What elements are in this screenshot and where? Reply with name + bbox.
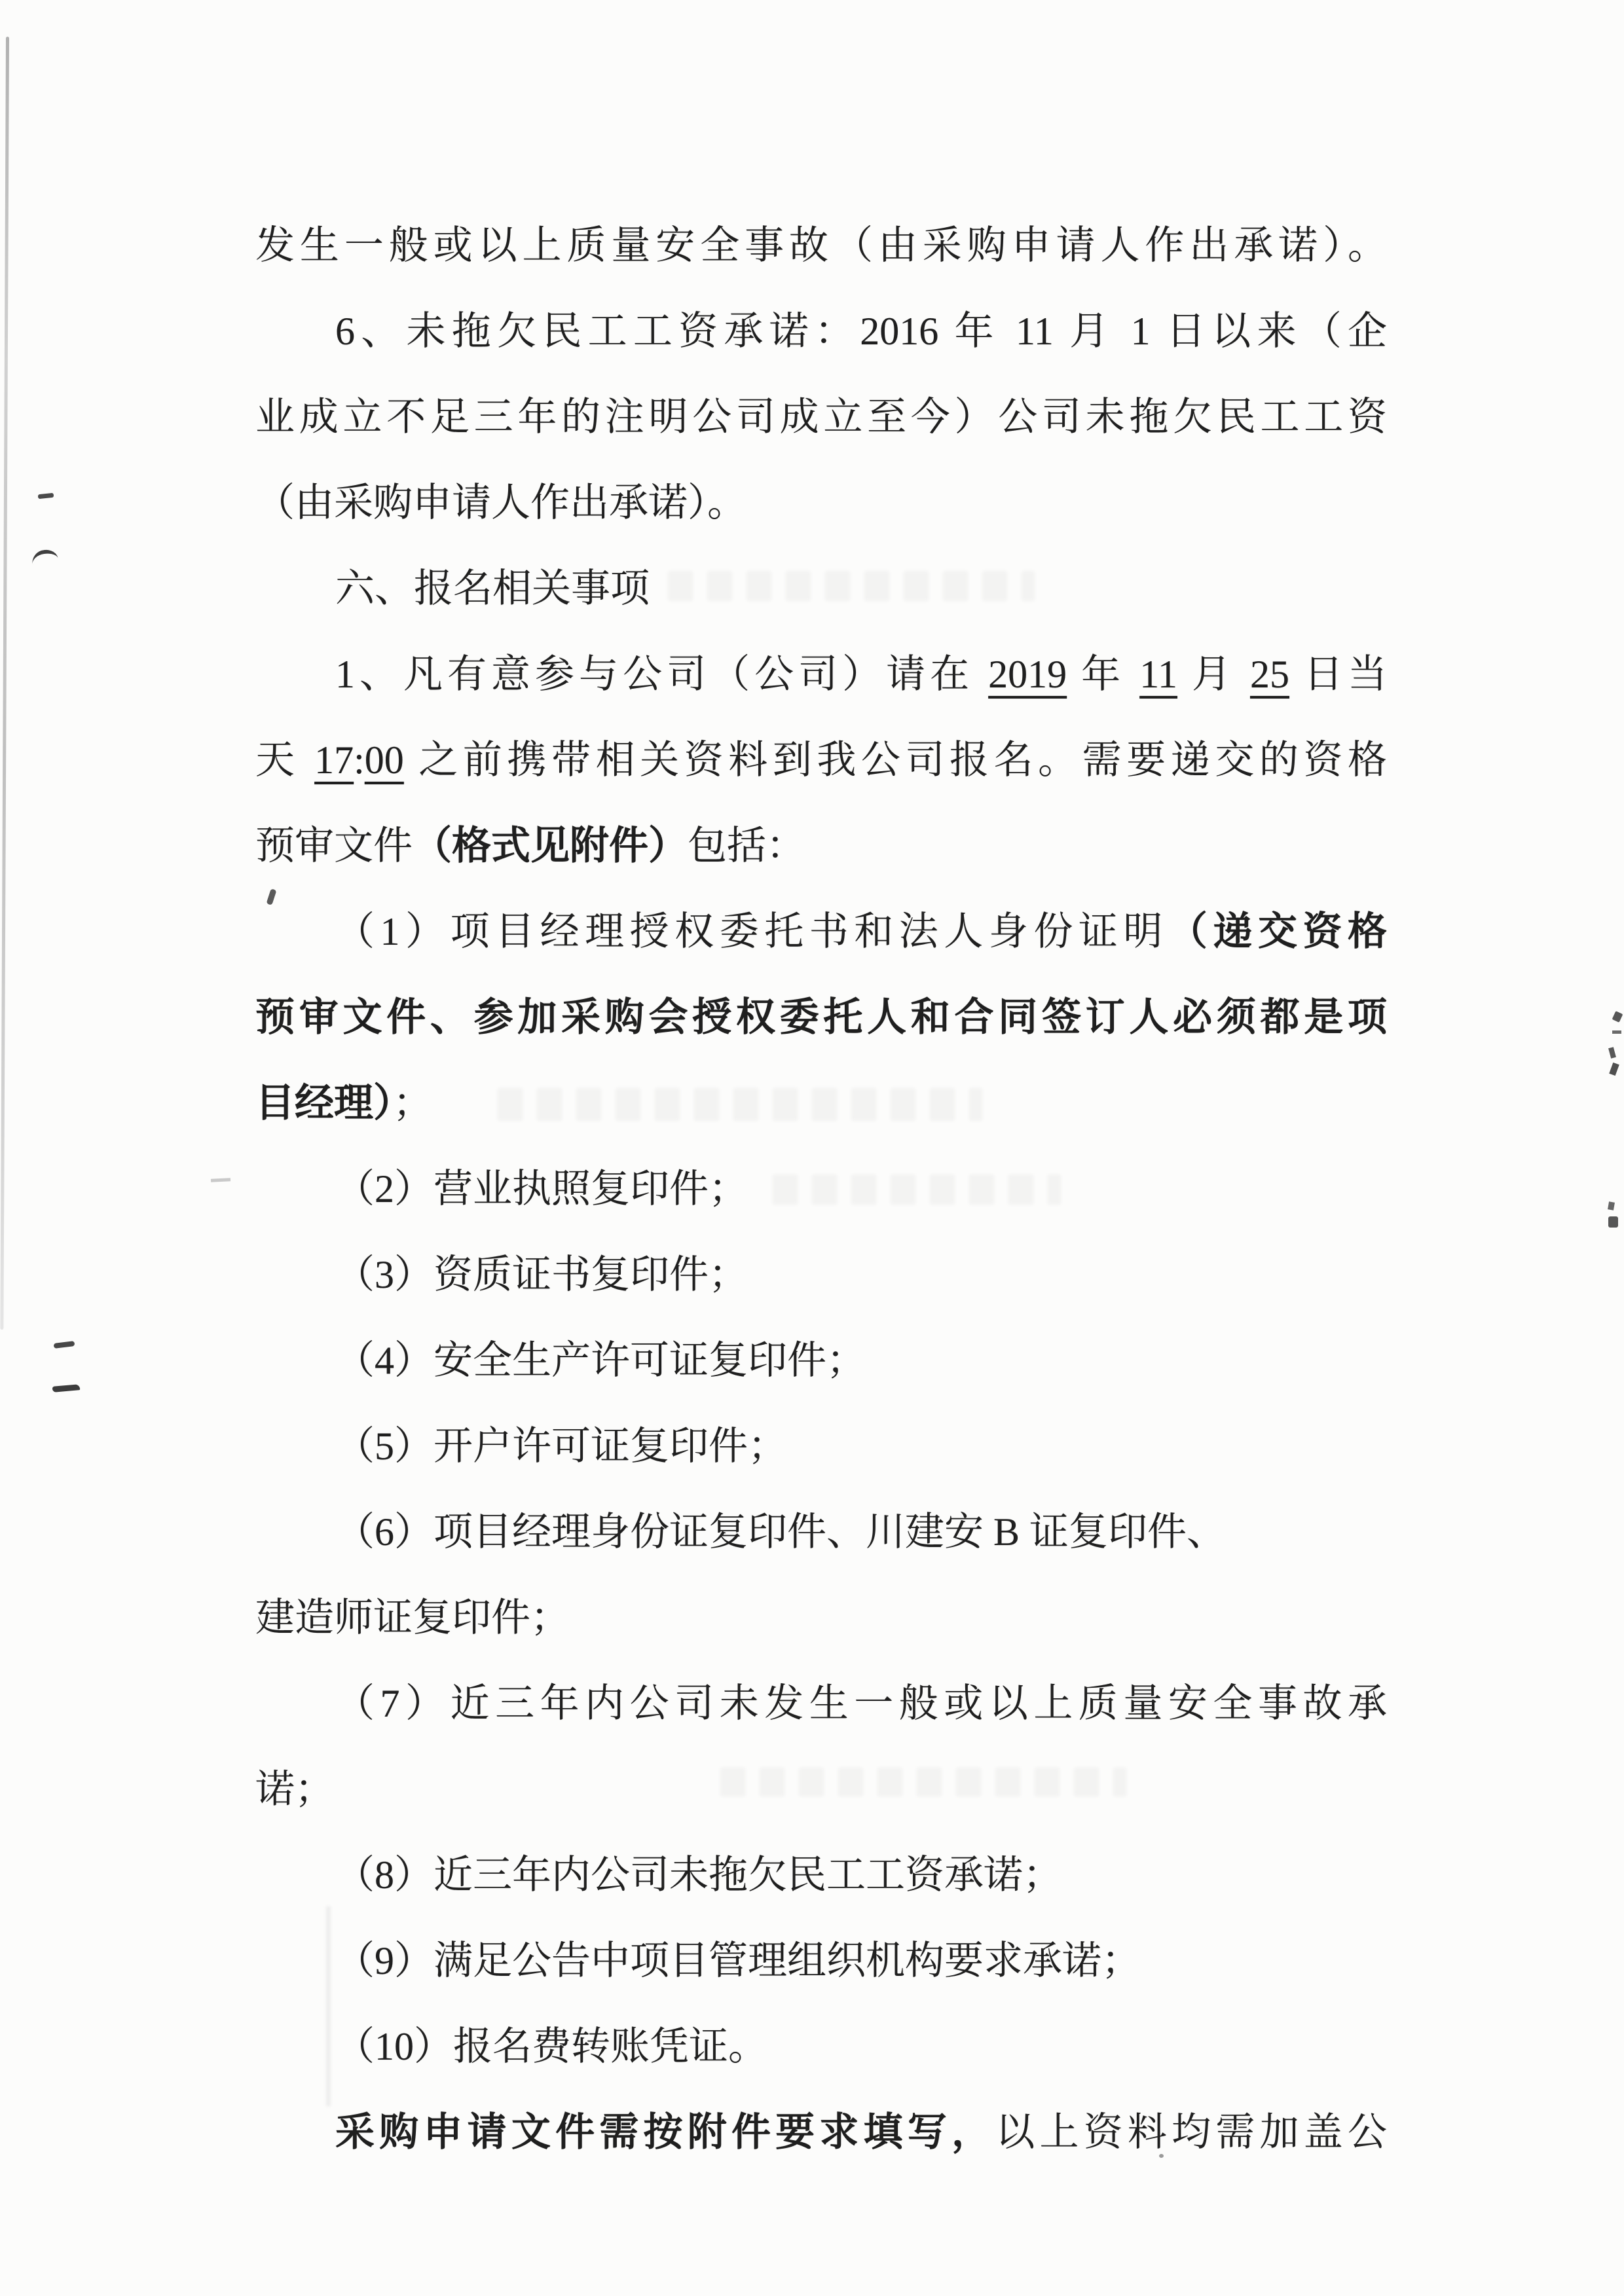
text-line-2 — [255, 289, 1387, 374]
text-segment: （9）满足公告中项目管理组织机构要求承诺； — [335, 1939, 1141, 1982]
text-line-17 — [255, 1575, 1387, 1661]
text-line-9 — [255, 889, 1387, 975]
scan-artifact-edge-fragment — [1608, 1047, 1616, 1059]
text-line-1 — [255, 203, 1387, 289]
text-line-21 — [255, 1918, 1387, 2004]
scan-artifact-mark — [211, 1178, 231, 1182]
text-segment: 预审文件 — [255, 824, 413, 867]
text-segment: 年 — [1067, 653, 1140, 696]
text-segment: 发生一般或以上质量安全事故（由采购申请人作出承诺）。 — [255, 224, 1387, 267]
text-segment: （10）报名费转账凭证。 — [335, 2025, 767, 2068]
underlined-value: 00 — [364, 738, 404, 782]
text-segment: （格式见附件） — [413, 824, 688, 867]
text-line-20 — [255, 1832, 1387, 1918]
text-segment: （6）项目经理身份证复印件、川建安 B 证复印件、 — [335, 1510, 1227, 1554]
underlined-value: 25 — [1250, 653, 1289, 696]
text-line-19 — [255, 1747, 1387, 1832]
text-line-10 — [255, 975, 1387, 1061]
text-segment: （8）近三年内公司未拖欠民工工资承诺； — [335, 1853, 1062, 1897]
text-segment: 预审文件、参加采购会授权委托人和合同签订人必须都是项 — [255, 996, 1387, 1039]
text-segment: 包括： — [688, 824, 805, 867]
scan-artifact-mark — [38, 493, 54, 499]
scan-artifact-edge-fragment — [1609, 1063, 1619, 1076]
scan-artifact-edge-fragment — [1608, 1216, 1618, 1228]
text-line-16 — [255, 1489, 1387, 1575]
scan-artifact-mark — [31, 548, 58, 564]
text-segment: （7）近三年内公司未发生一般或以上质量安全事故承 — [335, 1682, 1387, 1725]
text-line-7 — [255, 718, 1387, 803]
text-line-5 — [255, 546, 1387, 632]
underlined-value: 2019 — [988, 653, 1067, 696]
text-segment: 业成立不足三年的注明公司成立至今）公司未拖欠民工工资 — [255, 395, 1387, 439]
text-segment: （1）项目经理授权委托书和法人身份证明 — [335, 910, 1168, 953]
text-segment: ； — [393, 1082, 432, 1125]
text-segment: （递交资格 — [1168, 910, 1388, 953]
text-segment: （3）资质证书复印件； — [335, 1253, 748, 1296]
scan-artifact-edge-fragment — [1608, 1201, 1615, 1210]
text-segment: 以上资料均需加盖公 — [995, 2111, 1388, 2154]
text-segment: 采购申请文件需按附件要求填写， — [335, 2111, 996, 2154]
text-segment: : — [354, 738, 365, 782]
text-line-8 — [255, 803, 1387, 889]
text-line-15 — [255, 1404, 1387, 1489]
scan-artifact-mark — [54, 1341, 75, 1349]
text-line-13 — [255, 1232, 1387, 1318]
scan-edge-line — [0, 37, 9, 1330]
text-line-11 — [255, 1061, 1387, 1146]
underlined-value: 11 — [1139, 653, 1177, 696]
text-segment: （4）安全生产许可证复印件； — [335, 1339, 866, 1382]
text-line-14 — [255, 1318, 1387, 1404]
text-line-23 — [255, 2090, 1387, 2176]
text-segment: 6、未拖欠民工工资承诺：2016 年 11 月 1 日以来（企 — [335, 310, 1387, 353]
text-segment: 目经理） — [255, 1082, 393, 1125]
document-text-block — [255, 203, 1387, 2176]
text-segment: 天 — [255, 738, 315, 782]
text-segment: 建造师证复印件； — [255, 1596, 570, 1639]
text-line-18 — [255, 1661, 1387, 1747]
text-segment: 六、报名相关事项 — [335, 567, 650, 610]
underlined-value: 17 — [314, 738, 354, 782]
text-line-3 — [255, 374, 1387, 460]
text-segment: （2）营业执照复印件； — [335, 1167, 748, 1211]
text-segment: 1、凡有意参与公司（公司）请在 — [335, 653, 989, 696]
text-segment: （5）开户许可证复印件； — [335, 1425, 787, 1468]
scan-artifact-mark — [52, 1384, 81, 1393]
text-segment: 月 — [1177, 653, 1250, 696]
text-segment: 日当 — [1289, 653, 1388, 696]
text-line-22 — [255, 2004, 1387, 2090]
text-segment: 之前携带相关资料到我公司报名。需要递交的资格 — [403, 738, 1388, 782]
scan-artifact-edge-fragment — [1612, 1011, 1623, 1023]
scan-artifact-edge-fragment — [1612, 1030, 1621, 1034]
text-line-4 — [255, 460, 1387, 546]
text-segment: 诺； — [255, 1768, 334, 1811]
text-line-6 — [255, 632, 1387, 718]
text-line-12 — [255, 1146, 1387, 1232]
text-segment: （由采购申请人作出承诺）。 — [255, 481, 747, 524]
